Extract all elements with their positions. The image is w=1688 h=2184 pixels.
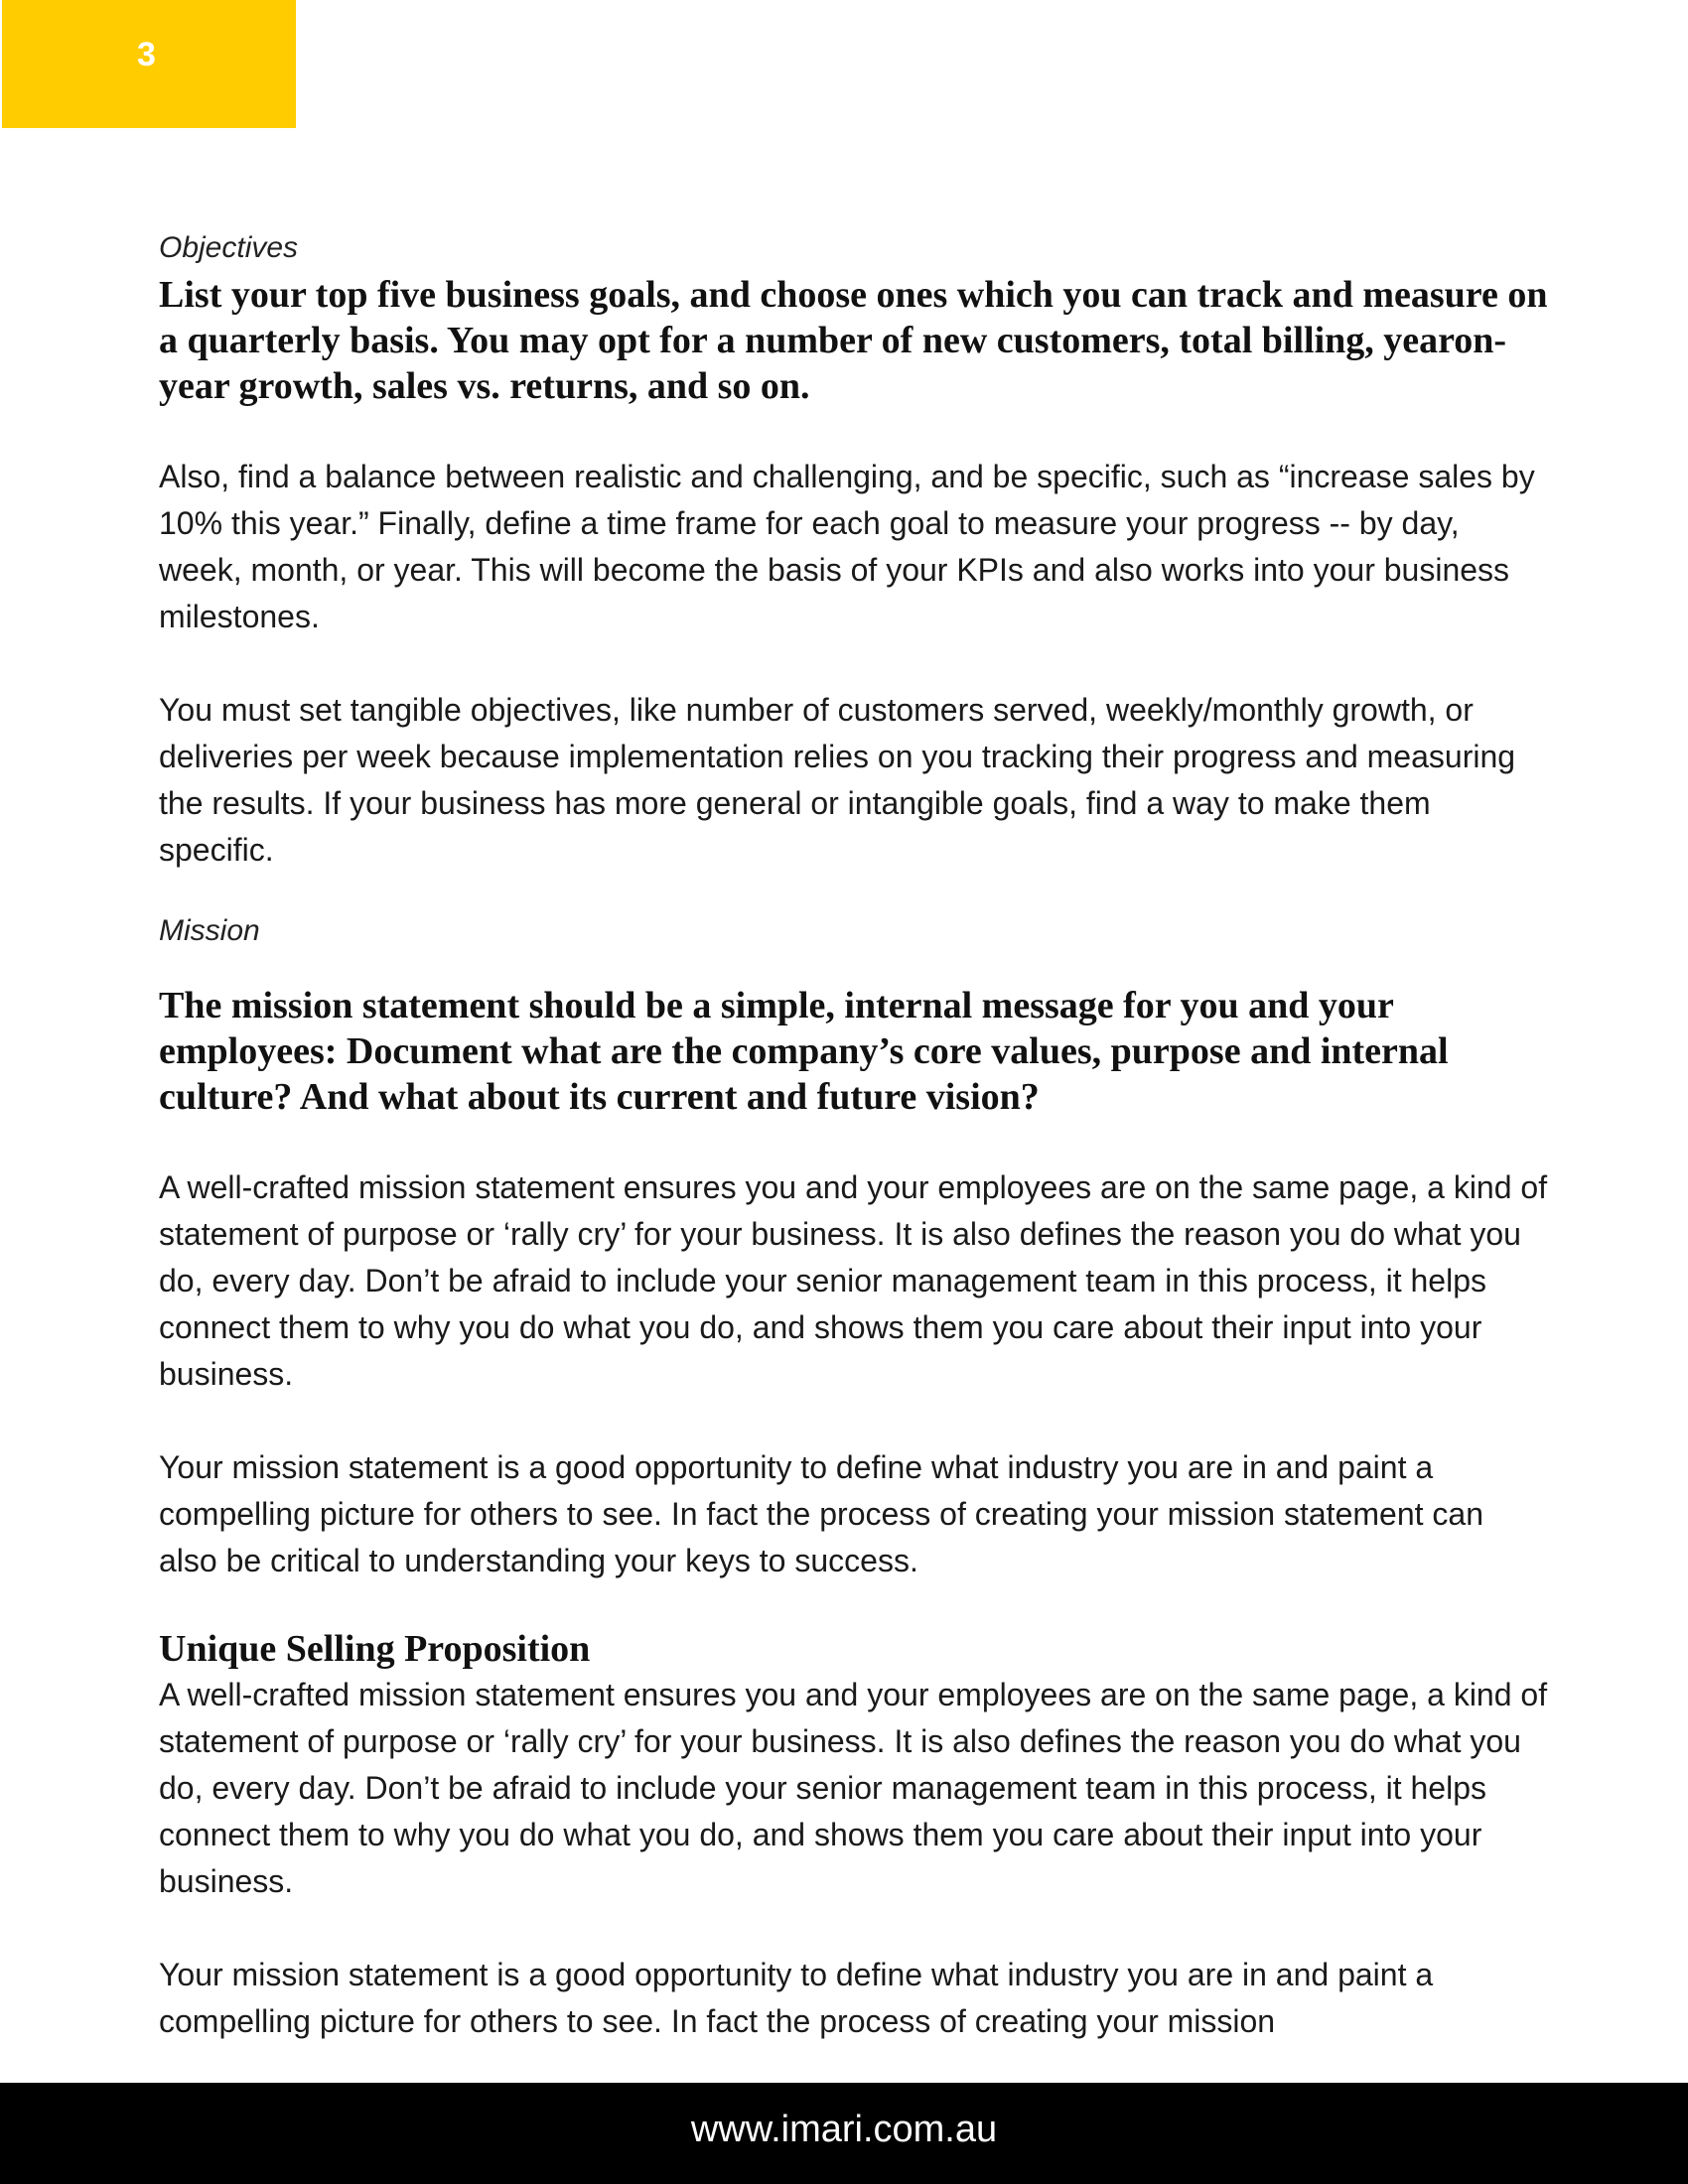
website-link[interactable]: www.imari.com.au (690, 2109, 998, 2150)
usp-paragraph-2: Your mission statement is a good opportunity to define what industry you are in and paint a compelling picture for others to see. In fact the process of creating your mission (159, 1957, 1434, 2039)
objectives-lead: List your top five business goals, and choose ones which you can track and measure on a quarterly basis. You may opt for a number of new customers, total billing, yearon- year growth, sales vs. returns, and so on. (159, 274, 1548, 407)
objectives-paragraph-2: You must set tangible objectives, like number of customers served, weekly/monthly growth, or deliveries per week because implementation relies on you tracking their progress and measuring the results. If your business has more general or intangible goals, find a way to make them specific. (159, 692, 1516, 868)
objectives-label: Objectives (159, 231, 299, 264)
usp-paragraph-1: A well-crafted mission statement ensures you and your employees are on the same page, a kind of statement of purpose or ‘rally cry’ for your business. It is also defines the reason you do what you do, every day. Don’t be afraid to include your senior management team in this process, it helps connect them to why you do what you do, and shows them you care about their input into your business. (159, 1677, 1548, 1899)
usp-heading: Unique Selling Proposition (159, 1628, 591, 1670)
mission-paragraph-2: Your mission statement is a good opportunity to define what industry you are in and paint a compelling picture for others to see. In fact the process of creating your mission statement can also be critical to understanding your keys to success. (159, 1449, 1483, 1578)
objectives-section (159, 226, 1549, 874)
mission-section (159, 909, 1549, 1584)
objectives-paragraph-1: Also, find a balance between realistic and challenging, and be specific, such as “increase sales by 10% this year.” Finally, define a time frame for each goal to measure your progress -- by day, week, month, or year. This will become the basis of your KPIs and also works into your business milestones. (159, 459, 1535, 634)
document-body (159, 226, 1549, 2045)
footer-bar (0, 2083, 1688, 2184)
page-number: 3 (137, 36, 156, 73)
mission-paragraph-1: A well-crafted mission statement ensures you and your employees are on the same page, a kind of statement of purpose or ‘rally cry’ for your business. It is also defines the reason you do what you do, every day. Don’t be afraid to include your senior management team in this process, it helps connect them to why you do what you do, and shows them you care about their input into your business. (159, 1169, 1548, 1392)
usp-section (159, 1626, 1549, 2045)
page-number-badge (2, 0, 296, 128)
mission-label: Mission (159, 914, 260, 947)
mission-lead: The mission statement should be a simple, internal message for you and your employees: Document what are the company’s core values, purpose and internal culture? And what about its current and future vision? (159, 985, 1449, 1118)
